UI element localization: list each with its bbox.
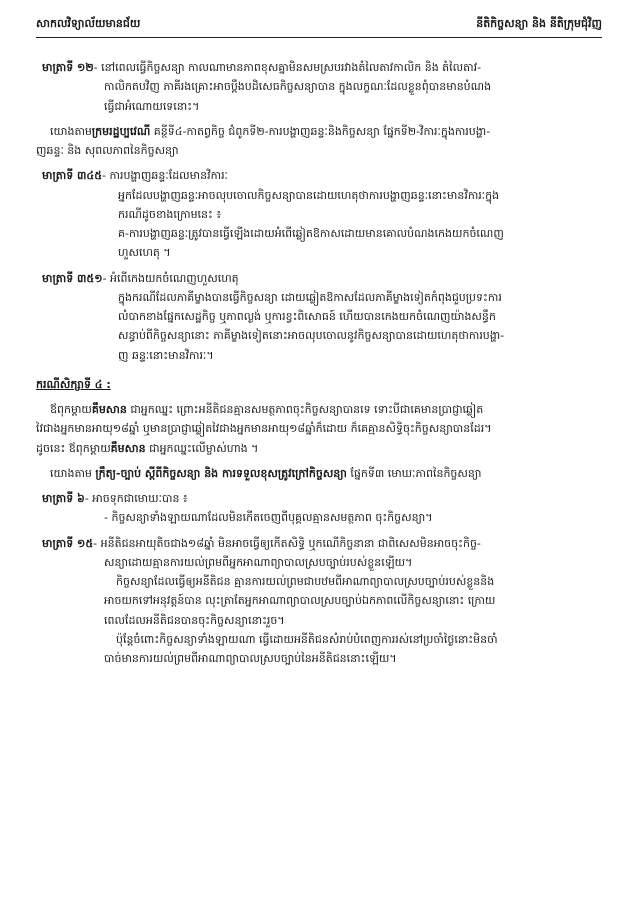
article-title: - អំពើកេងយកចំណេញហួសហេតុ [102, 271, 239, 285]
article-12 [36, 58, 602, 116]
paragraph-text: ញឆន្ទៈ និង សុពលភាពនៃកិច្ចសន្យា [36, 144, 179, 157]
document-body [36, 52, 602, 668]
paragraph-text: ផ្នែកទី៣ មោឃៈភាពនៃកិច្ចសន្យា [346, 466, 482, 480]
article-text: បាច់មានការយល់ព្រមពីអាណាព្យាបាលស្របច្បាប់នៃអនីតិជននោះឡើយ។ [104, 652, 397, 665]
paragraph-text: ជាអ្នកឈ្នះ ព្រោះអនីតិជនគ្មានសមត្ថភាពចុះកិច្ចសន្យាបានទេ ទោះបីជាគេមានប្រាជ្ញាឆ្លៀត [126, 403, 484, 416]
page-header [36, 14, 602, 38]
article-label: មាត្រាទី ១២ [42, 61, 94, 74]
case-study-heading: ករណីសិក្សាទី ៤ : [36, 377, 111, 391]
article-351 [36, 269, 602, 365]
article-text: សន្យាដោយគ្មានការយល់ព្រមពីអ្នកអាណាព្យាបាលស្របច្បាប់របស់ខ្លួនឡើយ។ [104, 555, 413, 569]
article-text: ហួសហេតុ ។ [118, 246, 171, 260]
civil-code-ref: ក្រមរដ្ឋប្បវេណី [91, 124, 151, 138]
header-right: នីតិកិច្ចសន្យា និង នីតិក្រុមជុំវិញ [476, 17, 602, 30]
article-label: មាត្រាទី ៦ [42, 492, 85, 505]
article-label: មាត្រាទី ៣៤៥ [42, 169, 103, 183]
paragraph-text: វៃជាងអ្នកមានអាយុ១៨ឆ្នាំ ឬមានប្រាជ្ញាឆ្លៀតវៃជាងអ្នកមានអាយុ១៨ឆ្នាំក៏ដោយ ក៏គេគ្មានសិទ្ធិចុះកិច្ចសន្យាបានដែរ។ [36, 422, 492, 436]
article-text: ធ្វើជាអំណោយទេនោះ។ [104, 99, 200, 113]
paragraph-text: គន្ថីទី៤-កាតព្វកិច្ច ជំពូកទី២-ការបង្ហាញឆន្ទៈនិងកិច្ចសន្យា ផ្នែកទី២-វិការៈក្នុងការបង្ហា- [150, 124, 491, 138]
paragraph-text: ជាអ្នកឈ្នះលើម្ចាស់ហាង ។ [145, 441, 259, 455]
article-title: - អាចទុកជាមោឃៈបាន ៖ [84, 492, 188, 505]
article-text: ពេលដែលអនីតិជនបានចុះកិច្ចសន្យានោះរួច។ [104, 613, 285, 627]
article-text: ប៉ុន្តែចំពោះកិច្ចសន្យាទាំងឡាយណា ធ្វើដោយអនីតិជនសំរាប់បំពេញការរស់នៅប្រចាំថ្ងៃនោះមិនចាំ [116, 632, 498, 646]
paragraph-text: យោងតាម [50, 124, 92, 138]
article-text: - នៅពេលធ្វើកិច្ចសន្យា កាលណាមានភាពខុសគ្នាមិនសមស្របរវាងតំលៃតាវកាលិក និង តំលៃតាវ- [93, 61, 482, 74]
article-text: កាលិកតបវិញ ភាគីរងគ្រោះអាចប្តឹងបដិសេធកិច្ចសន្យាបាន ក្នុងលក្ខណៈដែលខ្លួនពុំបានមានបំណង [104, 80, 492, 94]
article-text: ញ ឆន្ទៈនោះមានវិការៈ។ [118, 348, 214, 362]
article-text: - អនីតិជនអាយុតិចជាង១៨ឆ្នាំ មិនអាចធ្វើឲ្យកើតសិទ្ធិ ឬកណើកិច្ចនានា ជាពិសេសមិនអាចចុះកិច្ច- [93, 536, 481, 550]
article-345 [36, 166, 602, 262]
person-name: គឹមសាន [110, 441, 146, 455]
article-text: គ-ការបង្ហាញឆន្ទៈត្រូវបានធ្វើឡើងដោយអំពើឆ្លៀតឱកាសដោយមានគោលបំណងកេងយកចំណេញ [118, 227, 504, 240]
article-6 [36, 489, 602, 528]
article-text: ករណីដូចខាងក្រោមនេះ ៖ [118, 207, 222, 221]
article-text: ក្នុងករណីដែលភាគីម្ខាងបានធ្វើកិច្ចសន្យា ដោយឆ្លៀតឱកាសដែលភាគីម្ខាងទៀតកំពុងជួបប្រទះការ [118, 290, 502, 304]
article-text: សន្ធាប់ពីកិច្ចសន្យានោះ ភាគីម្ខាងទៀតនោះអាចលុបចោលនូវកិច្ចសន្យាបានដោយហេតុថាការបង្ហា- [118, 329, 505, 343]
article-text: អាចយកទៅអនុវត្តន៍បាន លុះត្រាតែអ្នកអាណាព្យាបាលស្របច្បាប់ឯកភាពលើកិច្ចសន្យានោះ ក្រោយ [104, 594, 496, 608]
header-left: សាកលវិទ្យាល័យមានជ័យ [36, 17, 141, 30]
case-answer [36, 400, 602, 458]
article-text: - កិច្ចសន្យាទាំងឡាយណាដែលមិនកើតចេញពីបុគ្គលគ្មានសមត្ថភាព ចុះកិច្ចសន្យា។ [104, 511, 433, 525]
article-15 [36, 534, 602, 669]
article-text: អ្នកដែលបង្ហាញឆន្ទៈអាចលុបចោលកិច្ចសន្យាបានដោយហេតុថាការបង្ហាញឆន្ទៈនោះមានវិការៈក្នុង [118, 188, 500, 202]
article-text: កិច្ចសន្យាដែលធ្វើឲ្យអនីតិជន គ្មានការយល់ព្រមជាបឋមពីអាណាព្យាបាលស្របច្បាប់របស់ខ្លួននិង [116, 575, 495, 588]
article-text: លំបាកខាងផ្នែកសេដ្ឋកិច្ច ឬភាពល្ងង់ ឬការខ្វះពិសោធន៍ ហើយបានកេងយកចំណេញយ៉ាងសន្ធឹក [118, 310, 496, 323]
article-title: - ការបង្ហាញឆន្ទៈដែលមានវិការៈ [102, 169, 228, 183]
decree-law-ref: ក្រឹត្យ-ច្បាប់ ស្តីពីកិច្ចសន្យា និង ការទទួលខុសត្រូវក្រៅកិច្ចសន្យា [95, 466, 347, 480]
person-name: គឹមសាន [91, 403, 127, 416]
paragraph-text: ឪពុកម្តាយ [50, 403, 92, 416]
paragraph-text: យោងតាម [50, 466, 96, 480]
civil-code-paragraph [36, 122, 602, 161]
article-label: មាត្រាទី ៣៥១ [42, 271, 103, 285]
article-label: មាត្រាទី ១៥ [42, 536, 94, 550]
decree-law-paragraph [36, 464, 602, 483]
paragraph-text: ដូចនេះ ឪពុកម្តាយ [36, 441, 111, 455]
